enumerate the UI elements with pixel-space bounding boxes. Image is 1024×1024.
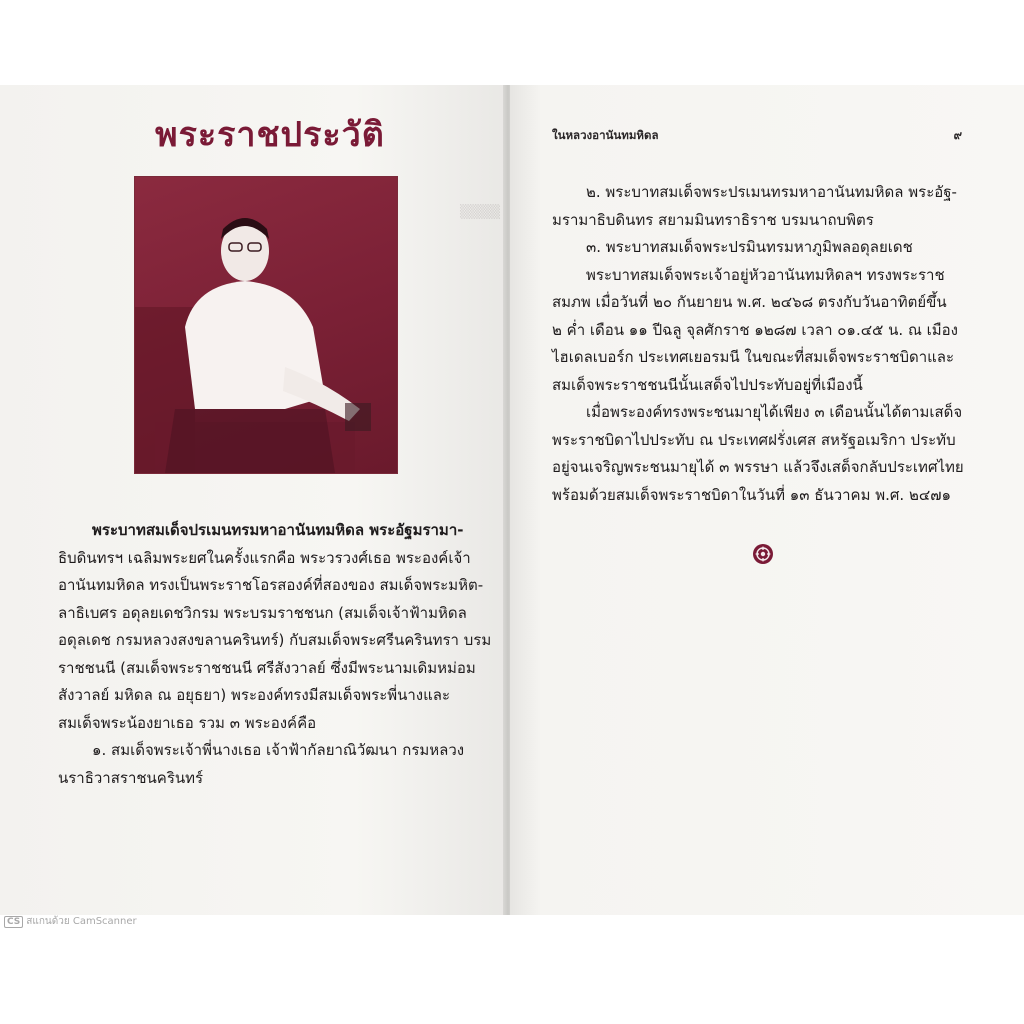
- right-page: [510, 85, 1024, 915]
- text-line: พร้อมด้วยสมเด็จพระราชบิดาในวันที่ ๑๓ ธันวาคม พ.ศ. ๒๔๗๑: [552, 485, 951, 504]
- text-line: ๓. พระบาทสมเด็จพระปรมินทรมหาภูมิพลอดุลยเดช: [586, 238, 913, 256]
- text-line: สมเด็จพระน้องยาเธอ รวม ๓ พระองค์คือ: [58, 713, 317, 732]
- right-body-text: [552, 179, 992, 509]
- floral-ornament-icon: [752, 543, 774, 565]
- text-line: ราชชนนี (สมเด็จพระราชชนนี ศรีสังวาลย์ ซึ่งมีพระนามเดิมหม่อม: [58, 658, 476, 677]
- text-line: สมเด็จพระราชชนนีนั้นเสด็จไปประทับอยู่ที่เมืองนี้: [552, 375, 863, 394]
- text-line: อยู่จนเจริญพระชนมายุได้ ๓ พรรษา แล้วจึงเสด็จกลับประเทศไทย: [552, 458, 964, 476]
- text-line: เมื่อพระองค์ทรงพระชนมายุได้เพียง ๓ เดือนนั้นได้ตามเสด็จ: [586, 403, 963, 421]
- page-number: ๙: [953, 128, 962, 142]
- book-spread: [0, 85, 1024, 915]
- text-line: ๑. สมเด็จพระเจ้าพี่นางเธอ เจ้าฟ้ากัลยาณิวัฒนา กรมหลวง: [92, 741, 465, 759]
- text-line: ไฮเดลเบอร์ก ประเทศเยอรมนี ในขณะที่สมเด็จพระราชบิดาและ: [552, 348, 955, 366]
- scanner-watermark: [4, 914, 137, 929]
- text-line: ๒ ค่ำ เดือน ๑๑ ปีฉลู จุลศักราช ๑๒๘๗ เวลา ๐๑.๔๕ น. ณ เมือง: [552, 320, 959, 339]
- text-line: นราธิวาสราชนครินทร์: [58, 768, 204, 787]
- left-body-text: [58, 517, 492, 792]
- bleed-through-text: ▒▒▒▒: [460, 205, 500, 220]
- left-page: [0, 85, 507, 915]
- camscanner-badge: CS: [4, 916, 23, 928]
- page-title: พระราชประวัติ: [155, 115, 385, 155]
- running-header: [552, 127, 962, 145]
- text-line: สมภพ เมื่อวันที่ ๒๐ กันยายน พ.ศ. ๒๔๖๘ ตรงกับวันอาทิตย์ขึ้น: [552, 293, 947, 311]
- camscanner-text: สแกนด้วย CamScanner: [26, 916, 137, 927]
- text-line: ๒. พระบาทสมเด็จพระปรเมนทรมหาอานันทมหิดล พระอัฐ-: [586, 183, 957, 201]
- text-line: ธิบดินทรฯ เฉลิมพระยศในครั้งแรกคือ พระวรวงศ์เธอ พระองค์เจ้า: [58, 548, 471, 567]
- text-line: พระราชบิดาไปประทับ ณ ประเทศฝรั่งเศส สหรัฐอเมริกา ประทับ: [552, 430, 956, 449]
- text-line: อดุลเดช กรมหลวงสงขลานครินทร์) กับสมเด็จพระศรีนครินทรา บรม: [58, 631, 492, 649]
- text-line: มรามาธิบดินทร สยามมินทราธิราช บรมนาถบพิตร: [552, 210, 874, 229]
- portrait-photo: [135, 177, 397, 473]
- running-head-title: ในหลวงอานันทมหิดล: [552, 128, 659, 142]
- text-line: อานันทมหิดล ทรงเป็นพระราชโอรสองค์ที่สองของ สมเด็จพระมหิต-: [58, 576, 484, 594]
- text-line: สังวาลย์ มหิดล ณ อยุธยา) พระองค์ทรงมีสมเด็จพระพี่นางและ: [58, 686, 451, 704]
- text-line: ลาธิเบศร อดุลยเดชวิกรม พระบรมราชชนก (สมเด็จเจ้าฟ้ามหิดล: [58, 603, 467, 622]
- portrait-illustration: [135, 177, 397, 473]
- text-line: พระบาทสมเด็จปรเมนทรมหาอานันทมหิดล พระอัฐมรามา-: [92, 521, 464, 539]
- text-line: พระบาทสมเด็จพระเจ้าอยู่หัวอานันทมหิดลฯ ทรงพระราช: [586, 265, 945, 284]
